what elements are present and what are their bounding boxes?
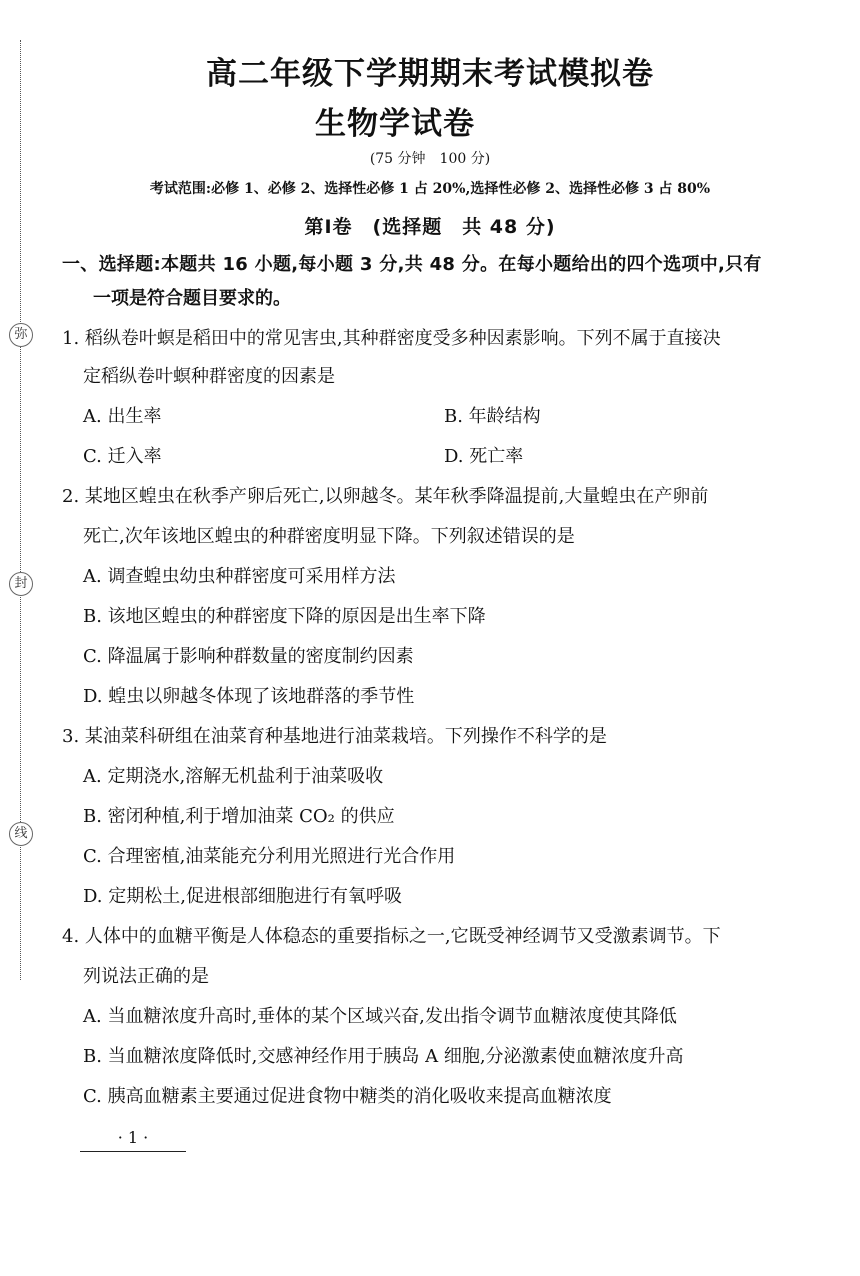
question-1-option-a: A. 出生率 (83, 406, 162, 427)
page-number: · 1 · (80, 1128, 186, 1152)
exam-subject: 生物学试卷 (315, 106, 475, 142)
exam-title: 高二年级下学期期末考试模拟卷 (206, 56, 654, 92)
section-instruction-cont: 一项是符合题目要求的。 (93, 288, 291, 309)
section-title: 第Ⅰ卷 (选择题 共 48 分) (304, 216, 556, 238)
question-1-stem-cont: 定稻纵卷叶螟种群密度的因素是 (83, 366, 335, 387)
question-1-stem: 1. 稻纵卷叶螟是稻田中的常见害虫,其种群密度受多种因素影响。下列不属于直接决 (62, 328, 721, 349)
exam-time-score: (75 分钟 100 分) (369, 151, 491, 167)
exam-scope: 考试范围:必修 1、必修 2、选择性必修 1 占 20%,选择性必修 2、选择性必修 3 占 80% (149, 181, 711, 197)
question-2-option-a: A. 调查蝗虫幼虫种群密度可采用样方法 (83, 566, 396, 587)
section-instruction: 一、选择题:本题共 16 小题,每小题 3 分,共 48 分。在每小题给出的四个选项中,只有 (62, 254, 762, 275)
binding-mark-mi: 弥 (9, 323, 33, 347)
question-1-option-d: D. 死亡率 (444, 446, 524, 467)
question-4-option-a: A. 当血糖浓度升高时,垂体的某个区域兴奋,发出指令调节血糖浓度使其降低 (83, 1006, 677, 1027)
binding-mark-xian: 线 (9, 822, 33, 846)
question-3-option-c: C. 合理密植,油菜能充分利用光照进行光合作用 (83, 846, 456, 867)
question-1-option-c: C. 迁入率 (83, 446, 162, 467)
question-2-stem: 2. 某地区蝗虫在秋季产卵后死亡,以卵越冬。某年秋季降温提前,大量蝗虫在产卵前 (62, 486, 709, 507)
question-4-option-c: C. 胰高血糖素主要通过促进食物中糖类的消化吸收来提高血糖浓度 (83, 1086, 612, 1107)
question-1-option-b: B. 年龄结构 (444, 406, 541, 427)
question-2-option-b: B. 该地区蝗虫的种群密度下降的原因是出生率下降 (83, 606, 486, 627)
question-4-stem: 4. 人体中的血糖平衡是人体稳态的重要指标之一,它既受神经调节又受激素调节。下 (62, 926, 721, 947)
binding-mark-feng: 封 (9, 572, 33, 596)
question-2-stem-cont: 死亡,次年该地区蝗虫的种群密度明显下降。下列叙述错误的是 (83, 526, 575, 547)
question-3-stem: 3. 某油菜科研组在油菜育种基地进行油菜栽培。下列操作不科学的是 (62, 726, 607, 747)
question-2-option-c: C. 降温属于影响种群数量的密度制约因素 (83, 646, 414, 667)
question-3-option-b: B. 密闭种植,利于增加油菜 CO₂ 的供应 (83, 806, 395, 827)
question-3-option-d: D. 定期松土,促进根部细胞进行有氧呼吸 (83, 886, 402, 907)
question-2-option-d: D. 蝗虫以卵越冬体现了该地群落的季节性 (83, 686, 415, 707)
question-4-option-b: B. 当血糖浓度降低时,交感神经作用于胰岛 A 细胞,分泌激素使血糖浓度升高 (83, 1046, 684, 1067)
question-4-stem-cont: 列说法正确的是 (83, 966, 209, 987)
question-3-option-a: A. 定期浇水,溶解无机盐利于油菜吸收 (83, 766, 384, 787)
